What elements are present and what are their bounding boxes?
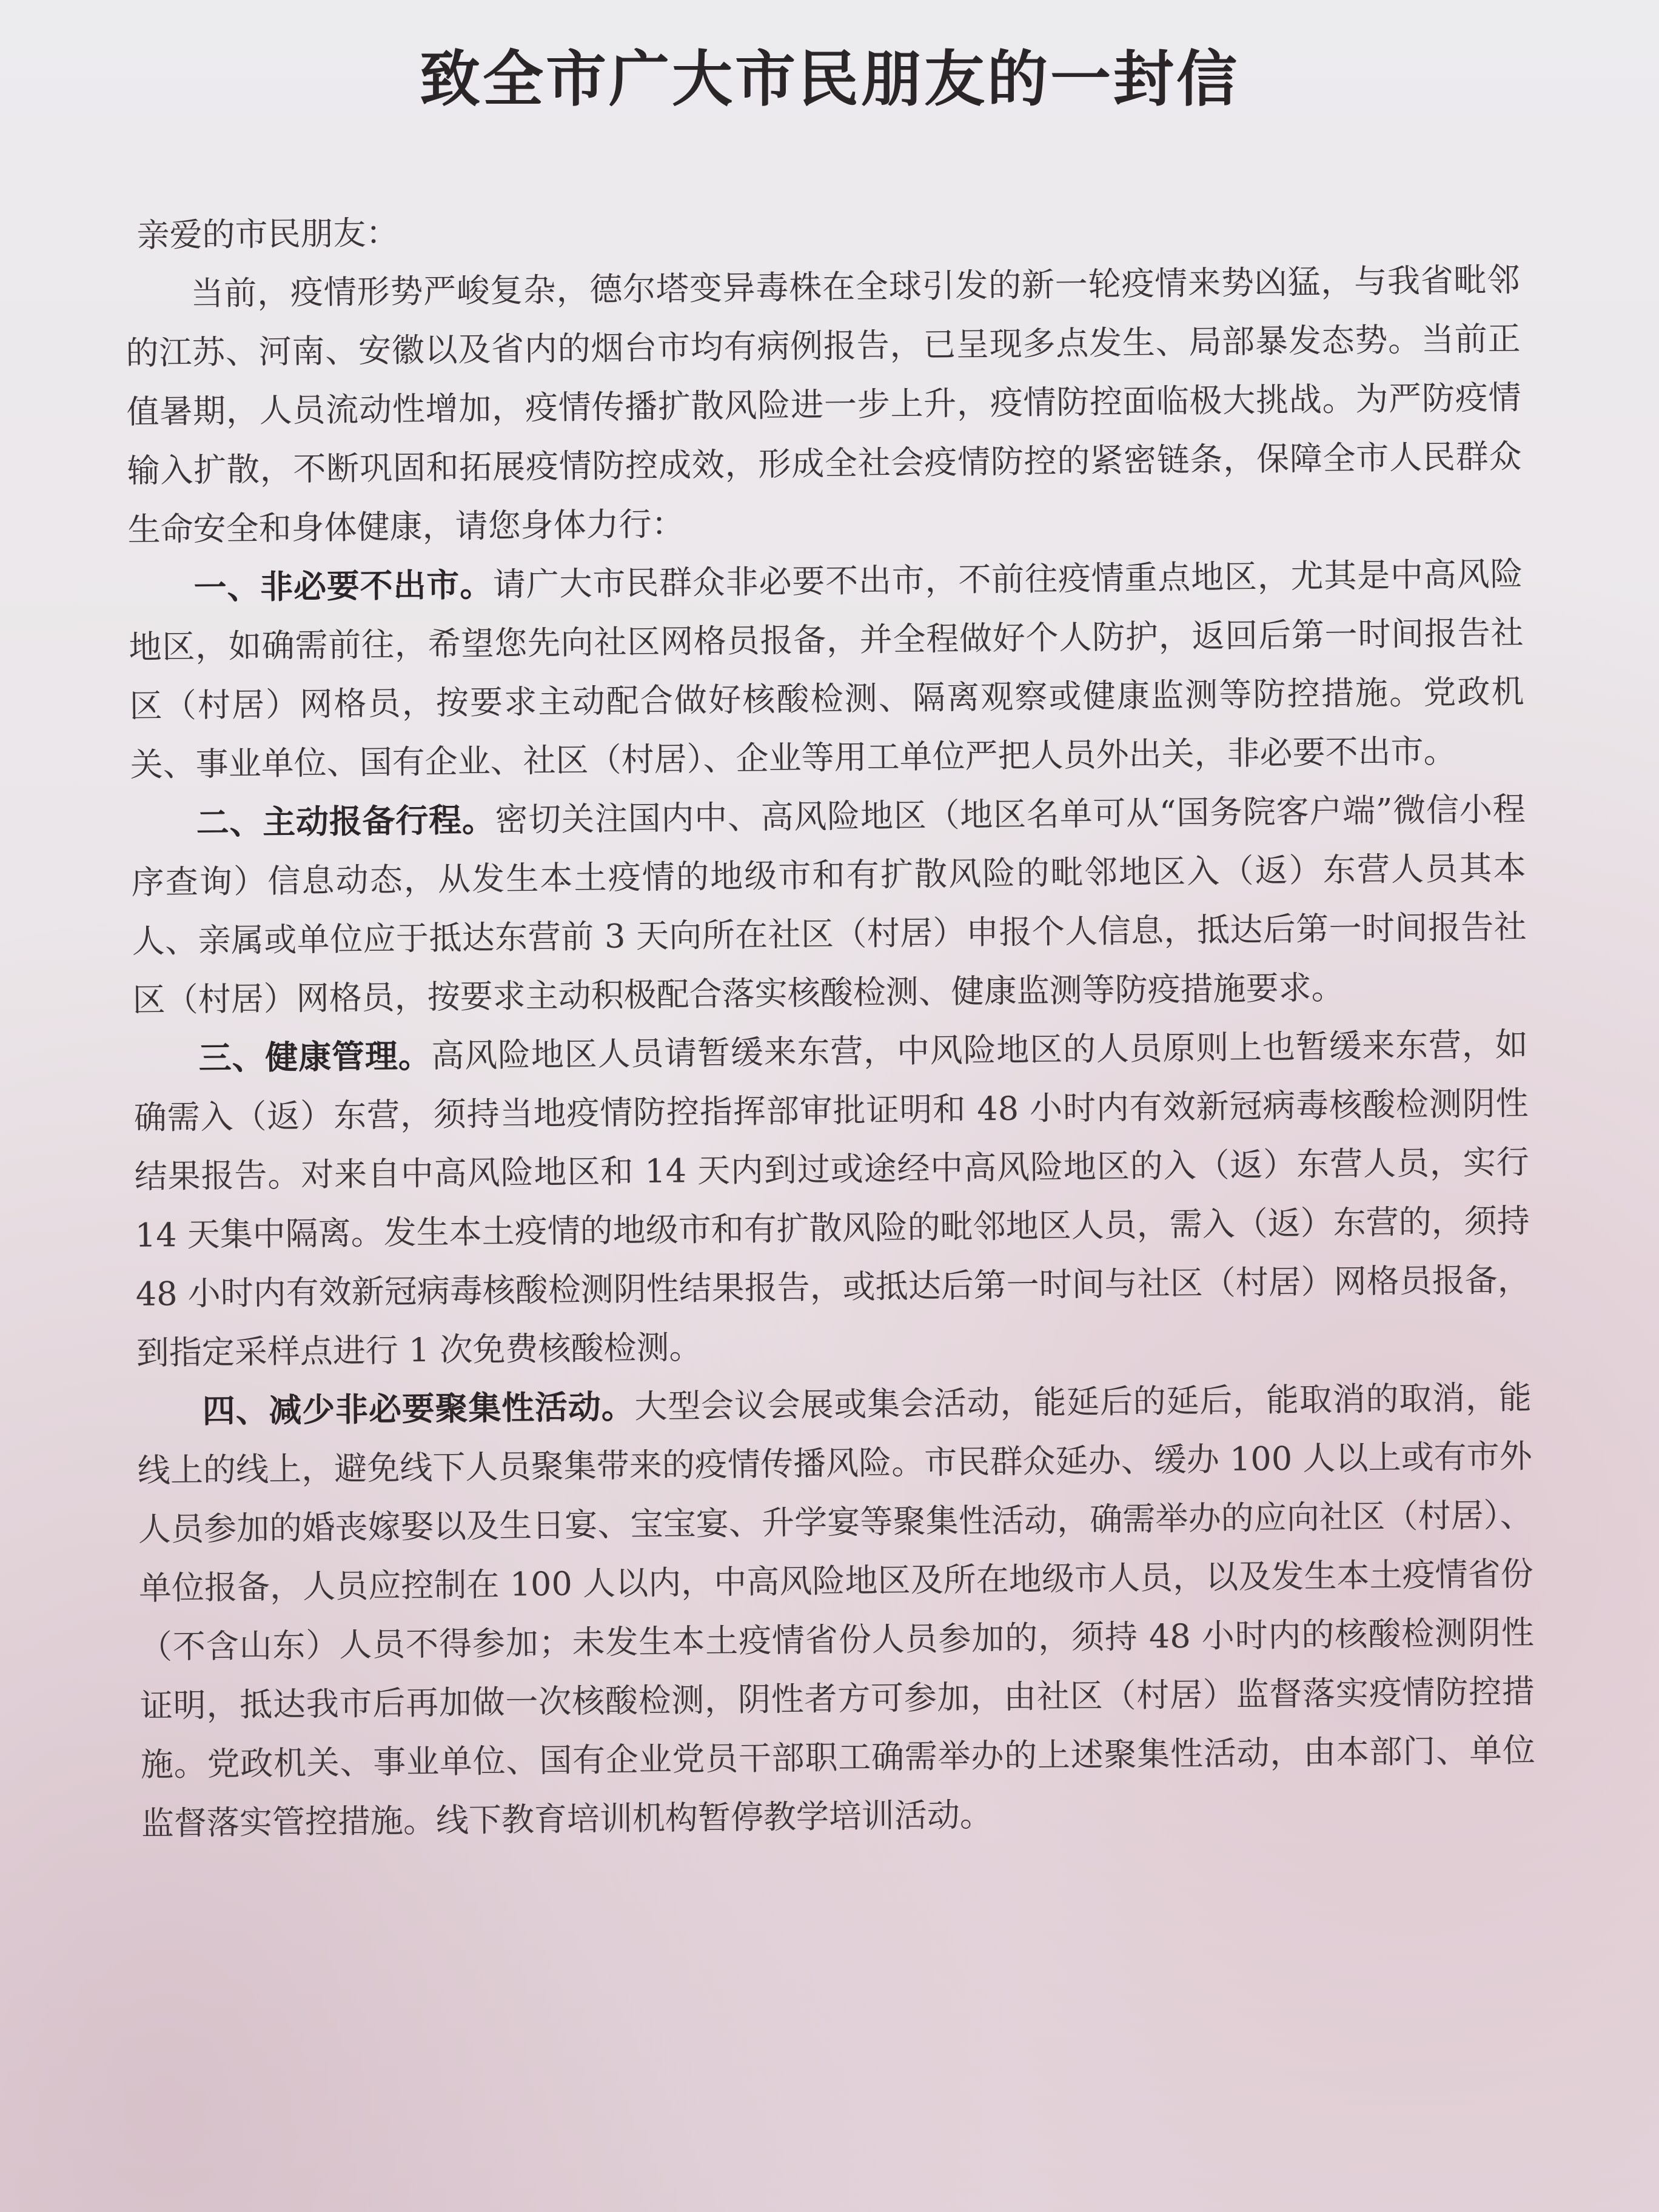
- section-heading-3: 三、健康管理。: [198, 1036, 432, 1078]
- intro-paragraph: 当前，疫情形势严峻复杂，德尔塔变异毒株在全球引发的新一轮疫情来势凶猛，与我省毗邻的江苏、河南、安徽以及省内的烟台市均有病例报告，已呈现多点发生、局部暴发态势。当前正值暑期，人员流动性增加，疫情传播扩散风险进一步上升，疫情防控面临极大挑战。为严防疫情输入扩散，不断巩固和拓展疫情防控成效，形成全社会疫情防控的紧密链条，保障全市人民群众生命安全和身体健康，请您身体力行：: [126, 260, 1522, 549]
- section-text-4: 大型会议会展或集会活动，能延后的延后，能取消的取消，能线上的线上，避免线下人员聚集带来的疫情传播风险。市民群众延办、缓办 100 人以上或有市外人员参加的婚丧嫁娶以及生日宴、宝宝宴、升学宴等聚集性活动，确需举办的应向社区（村居）、单位报备，人员应控制在 100 人以内，中高风险地区及所在地级市人员，以及发生本土疫情省份（不含山东）人员不得参加；未发生本土疫情省份人员参加的，须持 48 小时内的核酸检测阴性证明，抵达我市后再加做一次核酸检测，阴性者方可参加，由社区（村居）监督落实疫情防控措施。党政机关、事业单位、国有企业党员干部职工确需举办的上述聚集性活动，由本部门、单位监督落实管控措施。线下教育培训机构暂停教学培训活动。: [137, 1378, 1536, 1843]
- section-paragraph-3: [133, 1015, 1531, 1382]
- section-text-2: 密切关注国内中、高风险地区（地区名单可从“国务院客户端”微信小程序查询）信息动态，从发生本土疫情的地级市和有扩散风险的毗邻地区入（返）东营人员其本人、亲属或单位应于抵达东营前 3 天向所在社区（村居）申报个人信息，抵达后第一时间报告社区（村居）网格员，按要求主动积极配合落实核酸检测、健康监测等防疫措施要求。: [131, 789, 1527, 1019]
- section-heading-2: 二、主动报备行程。: [196, 800, 495, 842]
- letter-body: [124, 192, 1536, 1853]
- section-heading-1: 一、非必要不出市。: [193, 565, 494, 607]
- section-paragraph-4: [136, 1368, 1536, 1853]
- section-paragraph-1: [128, 545, 1525, 794]
- section-paragraph-2: [130, 780, 1527, 1030]
- section-text-1: 请广大市民群众非必要不出市，不前往疫情重点地区，尤其是中高风险地区，如确需前往，希望您先向社区网格员报备，并全程做好个人防护，返回后第一时间报告社区（村居）网格员，按要求主动配合做好核酸检测、隔离观察或健康监测等防控措施。党政机关、事业单位、国有企业、社区（村居）、企业等用工单位严把人员外出关，非必要不出市。: [129, 554, 1524, 784]
- section-heading-4: 四、减少非必要聚集性活动。: [202, 1387, 635, 1430]
- letter-title: 致全市广大市民朋友的一封信: [420, 43, 1239, 115]
- salutation: 亲爱的市民朋友：: [136, 213, 399, 255]
- section-text-3: 高风险地区人员请暂缓来东营，中风险地区的人员原则上也暂缓来东营，如确需入（返）东营，须持当地疫情防控指挥部审批证明和 48 小时内有效新冠病毒核酸检测阴性结果报告。对来自中高风险地区和 14 天内到过或途经中高风险地区的入（返）东营人员，实行 14 天集中隔离。发生本土疫情的地级市和有扩散风险的毗邻地区人员，需入（返）东营的，须持 48 小时内有效新冠病毒核酸检测阴性结果报告，或抵达后第一时间与社区（村居）网格员报备，到指定采样点进行 1 次免费核酸检测。: [133, 1025, 1530, 1372]
